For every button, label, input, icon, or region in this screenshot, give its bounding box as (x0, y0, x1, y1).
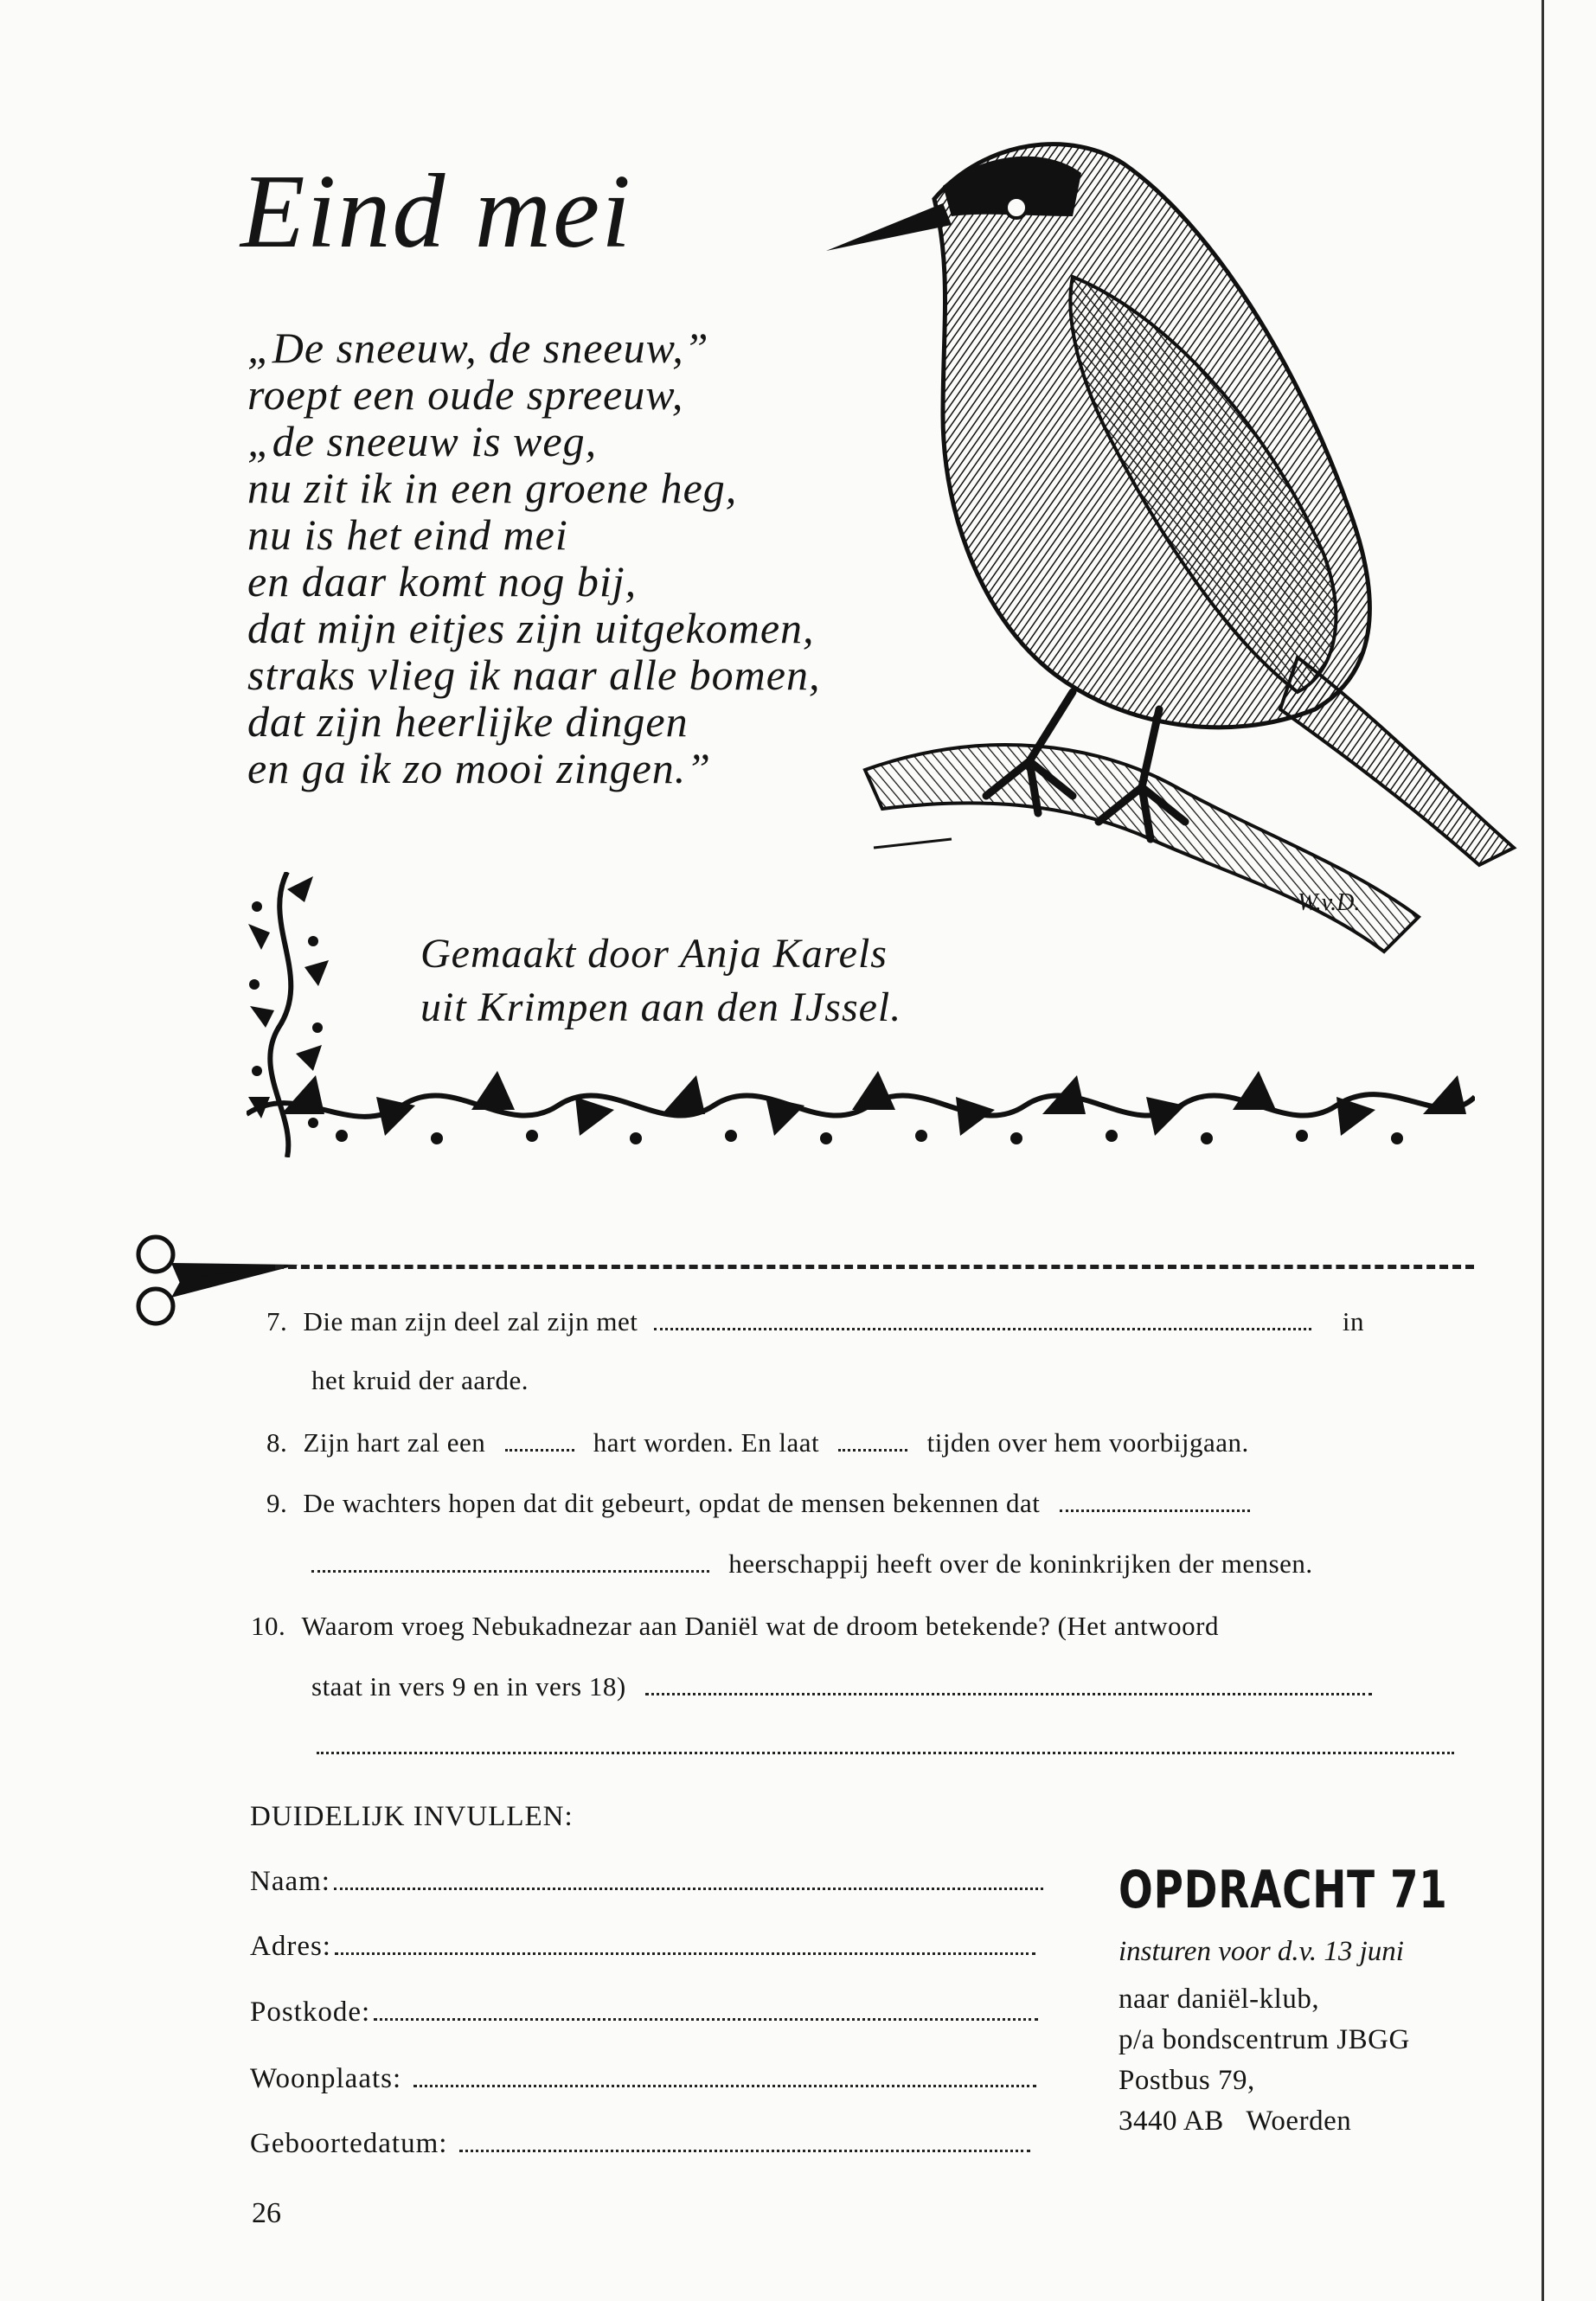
question-number: 7. (266, 1306, 288, 1336)
poem-title: Eind mei (240, 153, 633, 270)
birthdate-field[interactable] (459, 2148, 1030, 2152)
postcode-field[interactable] (374, 2016, 1038, 2021)
question-text: Die man zijn deel zal zijn met (303, 1306, 638, 1336)
answer-blank[interactable] (311, 1568, 709, 1573)
address-field[interactable] (335, 1951, 1035, 1955)
field-postkode[interactable] (250, 1997, 1038, 2029)
question-text: hart worden. En laat (593, 1427, 820, 1458)
address-line: naar daniël-klub, (1118, 1984, 1320, 2015)
poem-line: en daar komt nog bij, (247, 557, 638, 606)
form-heading: DUIDELIJK INVULLEN: (250, 1801, 574, 1832)
artist-signature: W.v.D. (1298, 889, 1361, 916)
poem-line: straks vlieg ik naar alle bomen, (247, 651, 821, 699)
name-field[interactable] (334, 1886, 1043, 1890)
field-geboortedatum[interactable] (250, 2128, 1030, 2160)
question-text: in (1342, 1306, 1364, 1336)
city-field[interactable] (413, 2083, 1036, 2087)
question-number: 8. (266, 1427, 288, 1458)
field-label: Postkode: (250, 1997, 371, 2028)
poem-line: dat zijn heerlijke dingen (247, 697, 689, 746)
poem-line: „de sneeuw is weg, (247, 417, 598, 465)
question-text: staat in vers 9 en in vers 18) (311, 1671, 626, 1702)
answer-blank[interactable] (654, 1326, 1311, 1330)
poem-line: en ga ik zo mooi zingen.” (247, 744, 712, 792)
vine-border-bottom-ornament (247, 1062, 1475, 1150)
question-text: Waarom vroeg Nebukadnezar aan Daniël wat de droom betekende? (Het antwoord (301, 1611, 1219, 1641)
poem-line: „De sneeuw, de sneeuw,” (247, 324, 709, 372)
address-line: Postbus 79, (1118, 2065, 1255, 2096)
poem-line: dat mijn eitjes zijn uitgekomen, (247, 604, 815, 652)
field-label: Adres: (250, 1931, 331, 1962)
question-10-answer-line (317, 1730, 1454, 1761)
poem-text (247, 324, 820, 792)
field-naam[interactable] (250, 1866, 1043, 1898)
credit-author: Gemaakt door Anja Karels (420, 931, 888, 977)
field-label: Geboortedatum: (250, 2128, 448, 2159)
question-9-continued (311, 1548, 1313, 1580)
assignment-title: OPDRACHT 71 (1118, 1860, 1448, 1920)
question-7 (266, 1306, 1364, 1337)
field-label: Woonplaats: (250, 2063, 402, 2094)
poem-line: roept een oude spreeuw, (247, 370, 684, 419)
field-label: Naam: (250, 1866, 330, 1897)
assignment-deadline: insturen voor d.v. 13 juni (1118, 1936, 1404, 1967)
address-line: p/a bondscentrum JBGG (1118, 2024, 1410, 2055)
question-10 (251, 1611, 1219, 1642)
cut-line (275, 1265, 1474, 1269)
answer-blank[interactable] (645, 1691, 1372, 1695)
poem-line: nu zit ik in een groene heg, (247, 464, 738, 512)
question-text: tijden over hem voorbijgaan. (926, 1427, 1249, 1458)
question-10-continued (311, 1671, 1372, 1702)
answer-blank[interactable] (1060, 1508, 1250, 1512)
starling-bird-illustration (813, 104, 1540, 969)
answer-blank[interactable] (838, 1447, 907, 1452)
question-text: heerschappij heeft over de koninkrijken der mensen. (728, 1548, 1313, 1579)
question-text: De wachters hopen dat dit gebeurt, opdat de mensen bekennen dat (303, 1488, 1041, 1518)
question-number: 9. (266, 1488, 288, 1518)
answer-blank[interactable] (505, 1447, 574, 1452)
poem-line: nu is het eind mei (247, 510, 568, 559)
address-line: 3440 AB Woerden (1118, 2106, 1352, 2137)
question-text: Zijn hart zal een (303, 1427, 486, 1458)
question-9 (266, 1488, 1250, 1519)
page-edge-line (1542, 0, 1544, 2301)
answer-blank[interactable] (317, 1750, 1454, 1754)
question-7-continued: het kruid der aarde. (311, 1365, 529, 1395)
field-woonplaats[interactable] (250, 2063, 1036, 2095)
credit-place: uit Krimpen aan den IJssel. (420, 984, 902, 1030)
question-number: 10. (251, 1611, 286, 1641)
question-8 (266, 1427, 1249, 1458)
assignment-address (1118, 1979, 1410, 2142)
field-adres[interactable] (250, 1931, 1035, 1963)
page-number: 26 (252, 2197, 281, 2229)
